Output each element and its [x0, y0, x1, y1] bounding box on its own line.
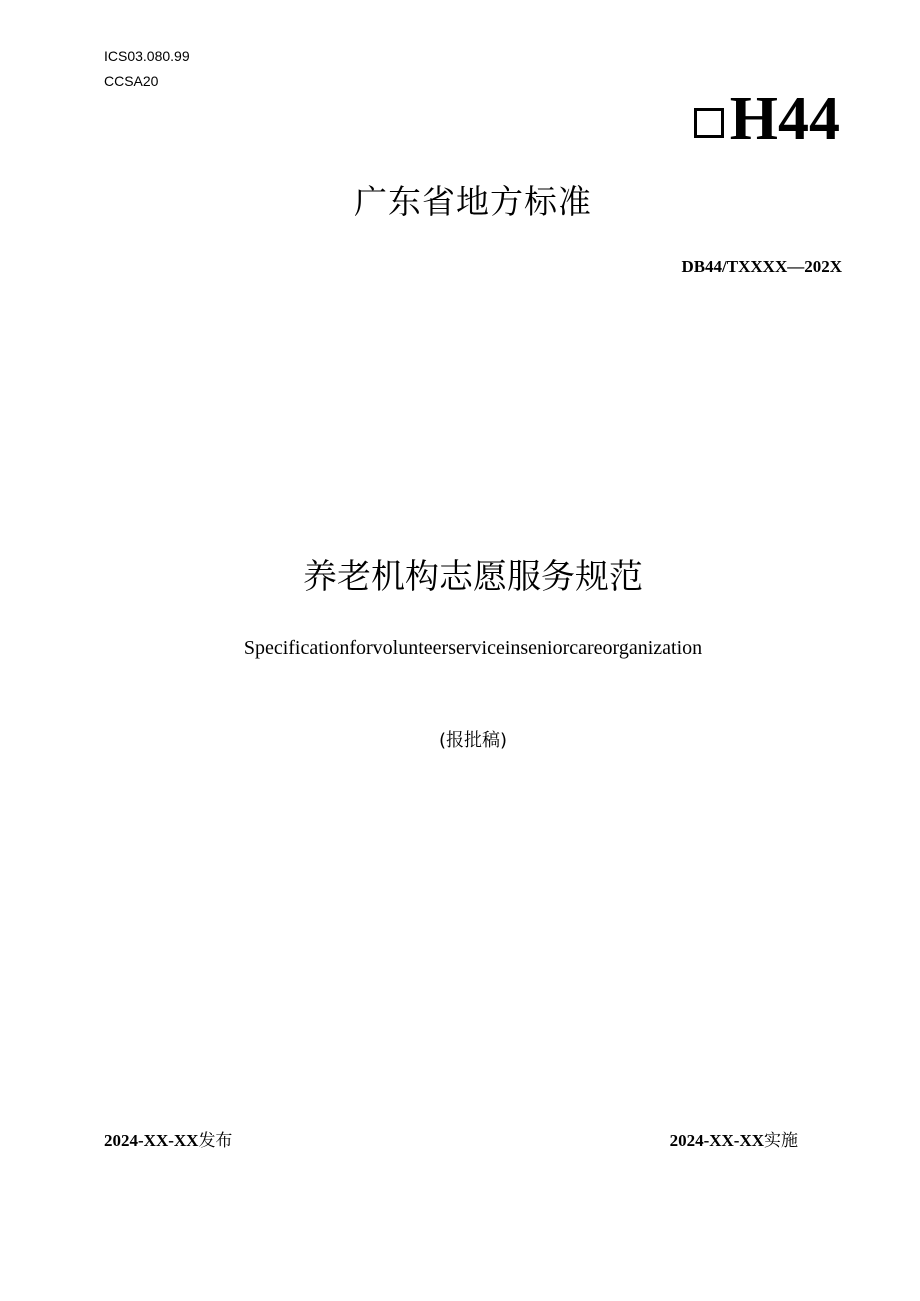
issue-date-value: 2024-XX-XX [104, 1131, 199, 1150]
document-title-chinese: 养老机构志愿服务规范 [303, 557, 643, 597]
ics-number: ICS03.080.99 [104, 48, 190, 64]
implementation-date [670, 1130, 798, 1152]
standard-code: DB44/TXXXX—202X [681, 257, 842, 276]
logo-text: H44 [729, 85, 840, 153]
document-title-english: Specificationforvolunteerserviceinseniorcareorganization [243, 637, 703, 659]
draft-status: (报批稿) [438, 730, 508, 751]
standard-logo [694, 86, 840, 152]
implementation-date-label: 实施 [764, 1131, 798, 1151]
ccs-number: CCSA20 [104, 73, 159, 89]
standard-kind-heading: 广东省地方标准 [354, 182, 592, 221]
implementation-date-value: 2024-XX-XX [669, 1131, 764, 1150]
issue-date-label: 发布 [198, 1131, 233, 1151]
issue-date [104, 1130, 232, 1152]
logo-square-icon [694, 108, 724, 138]
